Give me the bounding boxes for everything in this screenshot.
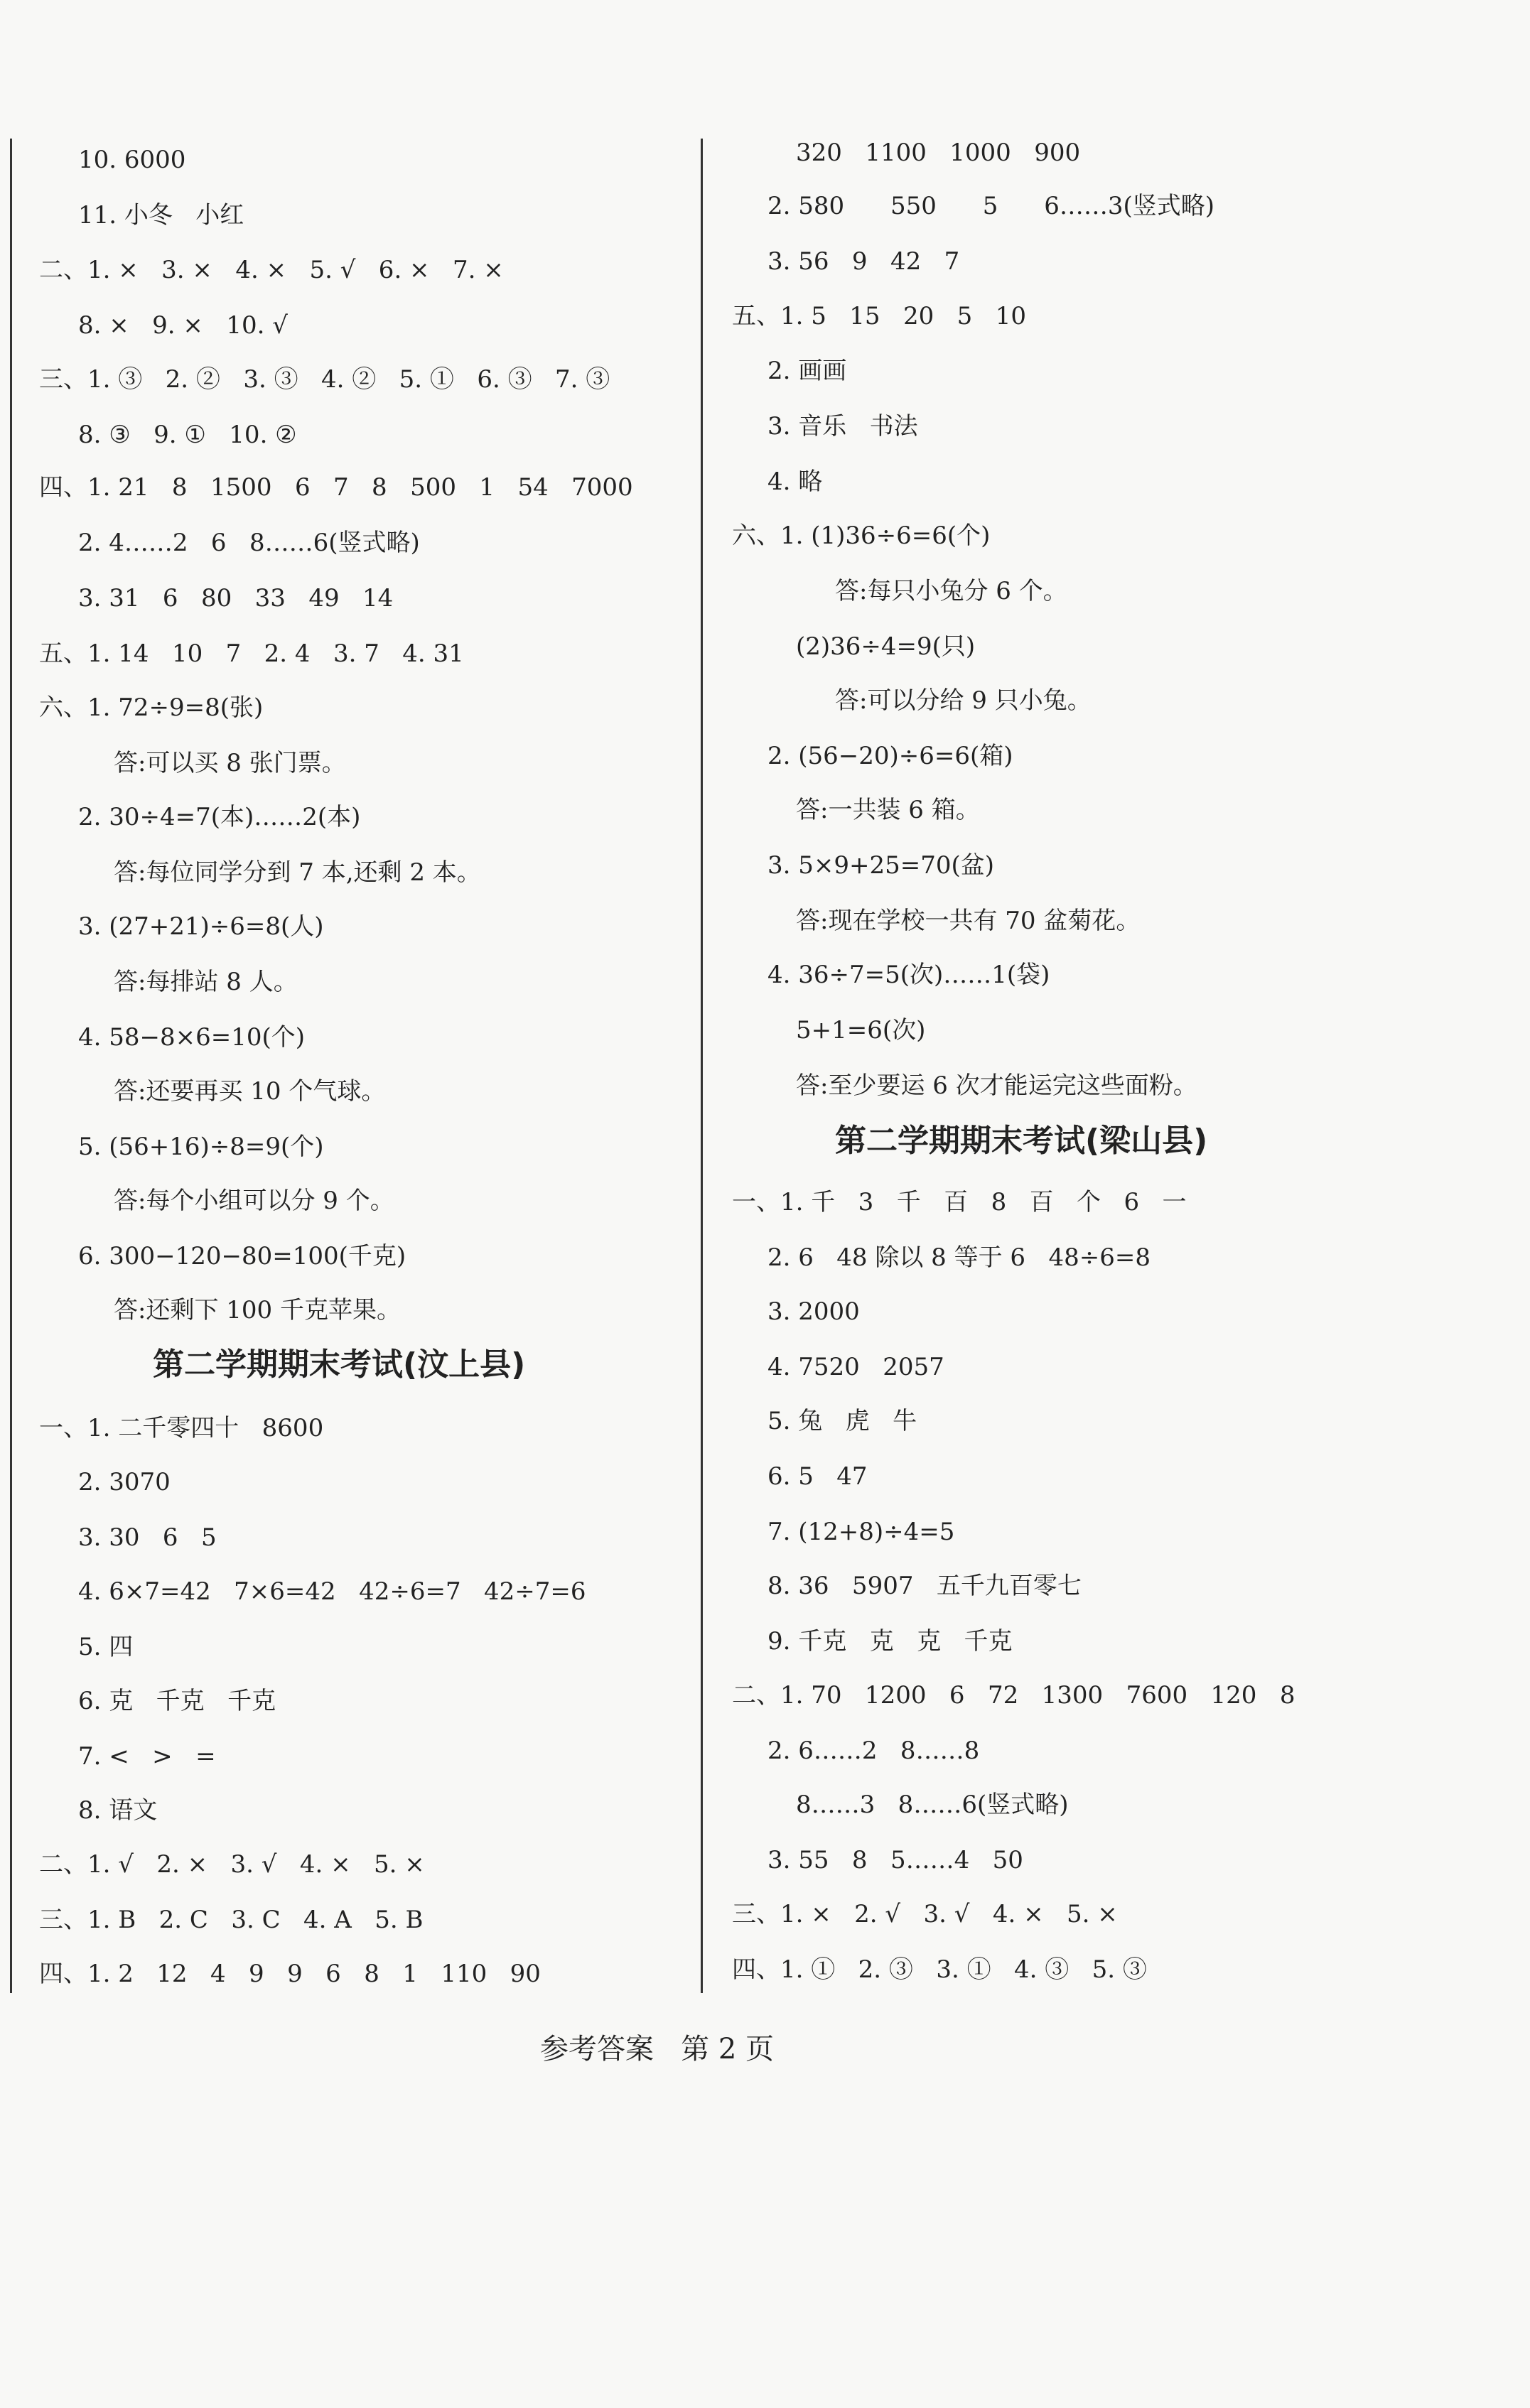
answer-line: 4. 6×7=42 7×6=42 42÷6=7 42÷7=6: [78, 1577, 586, 1606]
answer-line: (2)36÷4=9(只): [796, 632, 976, 661]
answer-line: 答:每只小兔分 6 个。: [835, 577, 1067, 605]
answer-line: 2. 6 48 除以 8 等于 6 48÷6=8: [767, 1243, 1151, 1272]
answer-line: 2. 580 550 5 6……3(竖式略): [767, 192, 1214, 220]
answer-line: 3. 56 9 42 7: [767, 247, 960, 276]
answer-line: 答:还剩下 100 千克苹果。: [114, 1296, 401, 1324]
center-column-rule: [701, 139, 703, 1993]
answer-line: 四、1. ① 2. ③ 3. ① 4. ③ 5. ③: [732, 1955, 1147, 1984]
answer-line: 答:可以分给 9 只小兔。: [835, 686, 1092, 715]
answer-line: 六、1. 72÷9=8(张): [39, 693, 264, 722]
answer-line: 四、1. 2 12 4 9 9 6 8 1 110 90: [39, 1960, 541, 1988]
answer-line: 3. 31 6 80 33 49 14: [78, 584, 394, 612]
answer-line: 答:每个小组可以分 9 个。: [114, 1187, 394, 1215]
answer-line: 2. 画画: [767, 357, 847, 385]
answer-line: 2. 30÷4=7(本)……2(本): [78, 803, 361, 831]
answer-line: 6. 5 47: [767, 1462, 868, 1491]
answer-line: 8. × 9. × 10. √: [78, 311, 288, 340]
answer-line: 一、1. 千 3 千 百 8 百 个 6 一: [732, 1188, 1187, 1216]
answer-line: 答:至少要运 6 次才能运完这些面粉。: [796, 1071, 1197, 1100]
answer-line: 3. 2000: [767, 1297, 860, 1326]
answer-line: 答:还要再买 10 个气球。: [114, 1077, 386, 1106]
answer-line: 7. < > =: [78, 1742, 216, 1771]
answer-line: 答:现在学校一共有 70 盆菊花。: [796, 907, 1141, 935]
answer-line: 三、1. ③ 2. ② 3. ③ 4. ② 5. ① 6. ③ 7. ③: [39, 365, 610, 394]
answer-line: 8. 36 5907 五千九百零七: [767, 1572, 1082, 1600]
answer-line: 五、1. 5 15 20 5 10: [732, 302, 1026, 330]
answer-line: 答:可以买 8 张门票。: [114, 749, 346, 777]
answer-line: 10. 6000: [78, 146, 186, 174]
answer-line: 4. 7520 2057: [767, 1353, 944, 1381]
answer-line: 六、1. (1)36÷6=6(个): [732, 522, 991, 550]
section-title-liangshan: 第二学期期末考试(梁山县): [835, 1123, 1208, 1159]
answer-line: 5+1=6(次): [796, 1016, 926, 1044]
answer-line: 6. 300−120−80=100(千克): [78, 1242, 406, 1270]
answer-line: 11. 小冬 小红: [78, 201, 244, 230]
answer-line: 3. 5×9+25=70(盆): [767, 851, 995, 880]
answer-line: 320 1100 1000 900: [796, 139, 1081, 167]
answer-line: 2. (56−20)÷6=6(箱): [767, 742, 1013, 770]
answer-line: 6. 克 千克 千克: [78, 1687, 276, 1715]
answer-line: 2. 6……2 8……8: [767, 1737, 980, 1765]
answer-line: 5. (56+16)÷8=9(个): [78, 1133, 324, 1161]
answer-line: 四、1. 21 8 1500 6 7 8 500 1 54 7000: [39, 473, 633, 502]
answer-line: 五、1. 14 10 7 2. 4 3. 7 4. 31: [39, 639, 464, 668]
answer-line: 三、1. B 2. C 3. C 4. A 5. B: [39, 1906, 424, 1934]
page-footer: 参考答案 第 2 页: [540, 2033, 775, 2066]
answer-line: 3. 音乐 书法: [767, 412, 918, 441]
answer-line: 9. 千克 克 克 千克: [767, 1627, 1013, 1656]
answer-line: 4. 36÷7=5(次)……1(袋): [767, 961, 1050, 989]
answer-line: 2. 4……2 6 8……6(竖式略): [78, 529, 420, 557]
answer-line: 8. 语文: [78, 1796, 158, 1825]
answer-line: 3. 55 8 5……4 50: [767, 1846, 1023, 1874]
answer-line: 5. 兔 虎 牛: [767, 1407, 917, 1435]
answer-line: 答:每位同学分到 7 本,还剩 2 本。: [114, 858, 481, 887]
answer-line: 一、1. 二千零四十 8600: [39, 1414, 324, 1442]
answer-line: 2. 3070: [78, 1468, 171, 1496]
answer-line: 8. ③ 9. ① 10. ②: [78, 421, 297, 449]
section-title-wenshang: 第二学期期末考试(汶上县): [153, 1346, 526, 1383]
answer-line: 二、1. √ 2. × 3. √ 4. × 5. ×: [39, 1850, 425, 1879]
left-margin-rule: [10, 139, 12, 1993]
answer-line: 4. 略: [767, 468, 823, 496]
answer-line: 5. 四: [78, 1633, 134, 1661]
answer-line: 二、1. 70 1200 6 72 1300 7600 120 8: [732, 1681, 1295, 1710]
answer-line: 三、1. × 2. √ 3. √ 4. × 5. ×: [732, 1900, 1118, 1928]
answer-line: 8……3 8……6(竖式略): [796, 1791, 1069, 1819]
answer-line: 7. (12+8)÷4=5: [767, 1518, 955, 1546]
answer-line: 答:一共装 6 箱。: [796, 796, 980, 824]
answer-line: 3. (27+21)÷6=8(人): [78, 912, 324, 941]
answer-line: 4. 58−8×6=10(个): [78, 1023, 306, 1052]
answer-line: 二、1. × 3. × 4. × 5. √ 6. × 7. ×: [39, 256, 504, 284]
answer-line: 3. 30 6 5: [78, 1523, 217, 1552]
answer-line: 答:每排站 8 人。: [114, 968, 298, 996]
